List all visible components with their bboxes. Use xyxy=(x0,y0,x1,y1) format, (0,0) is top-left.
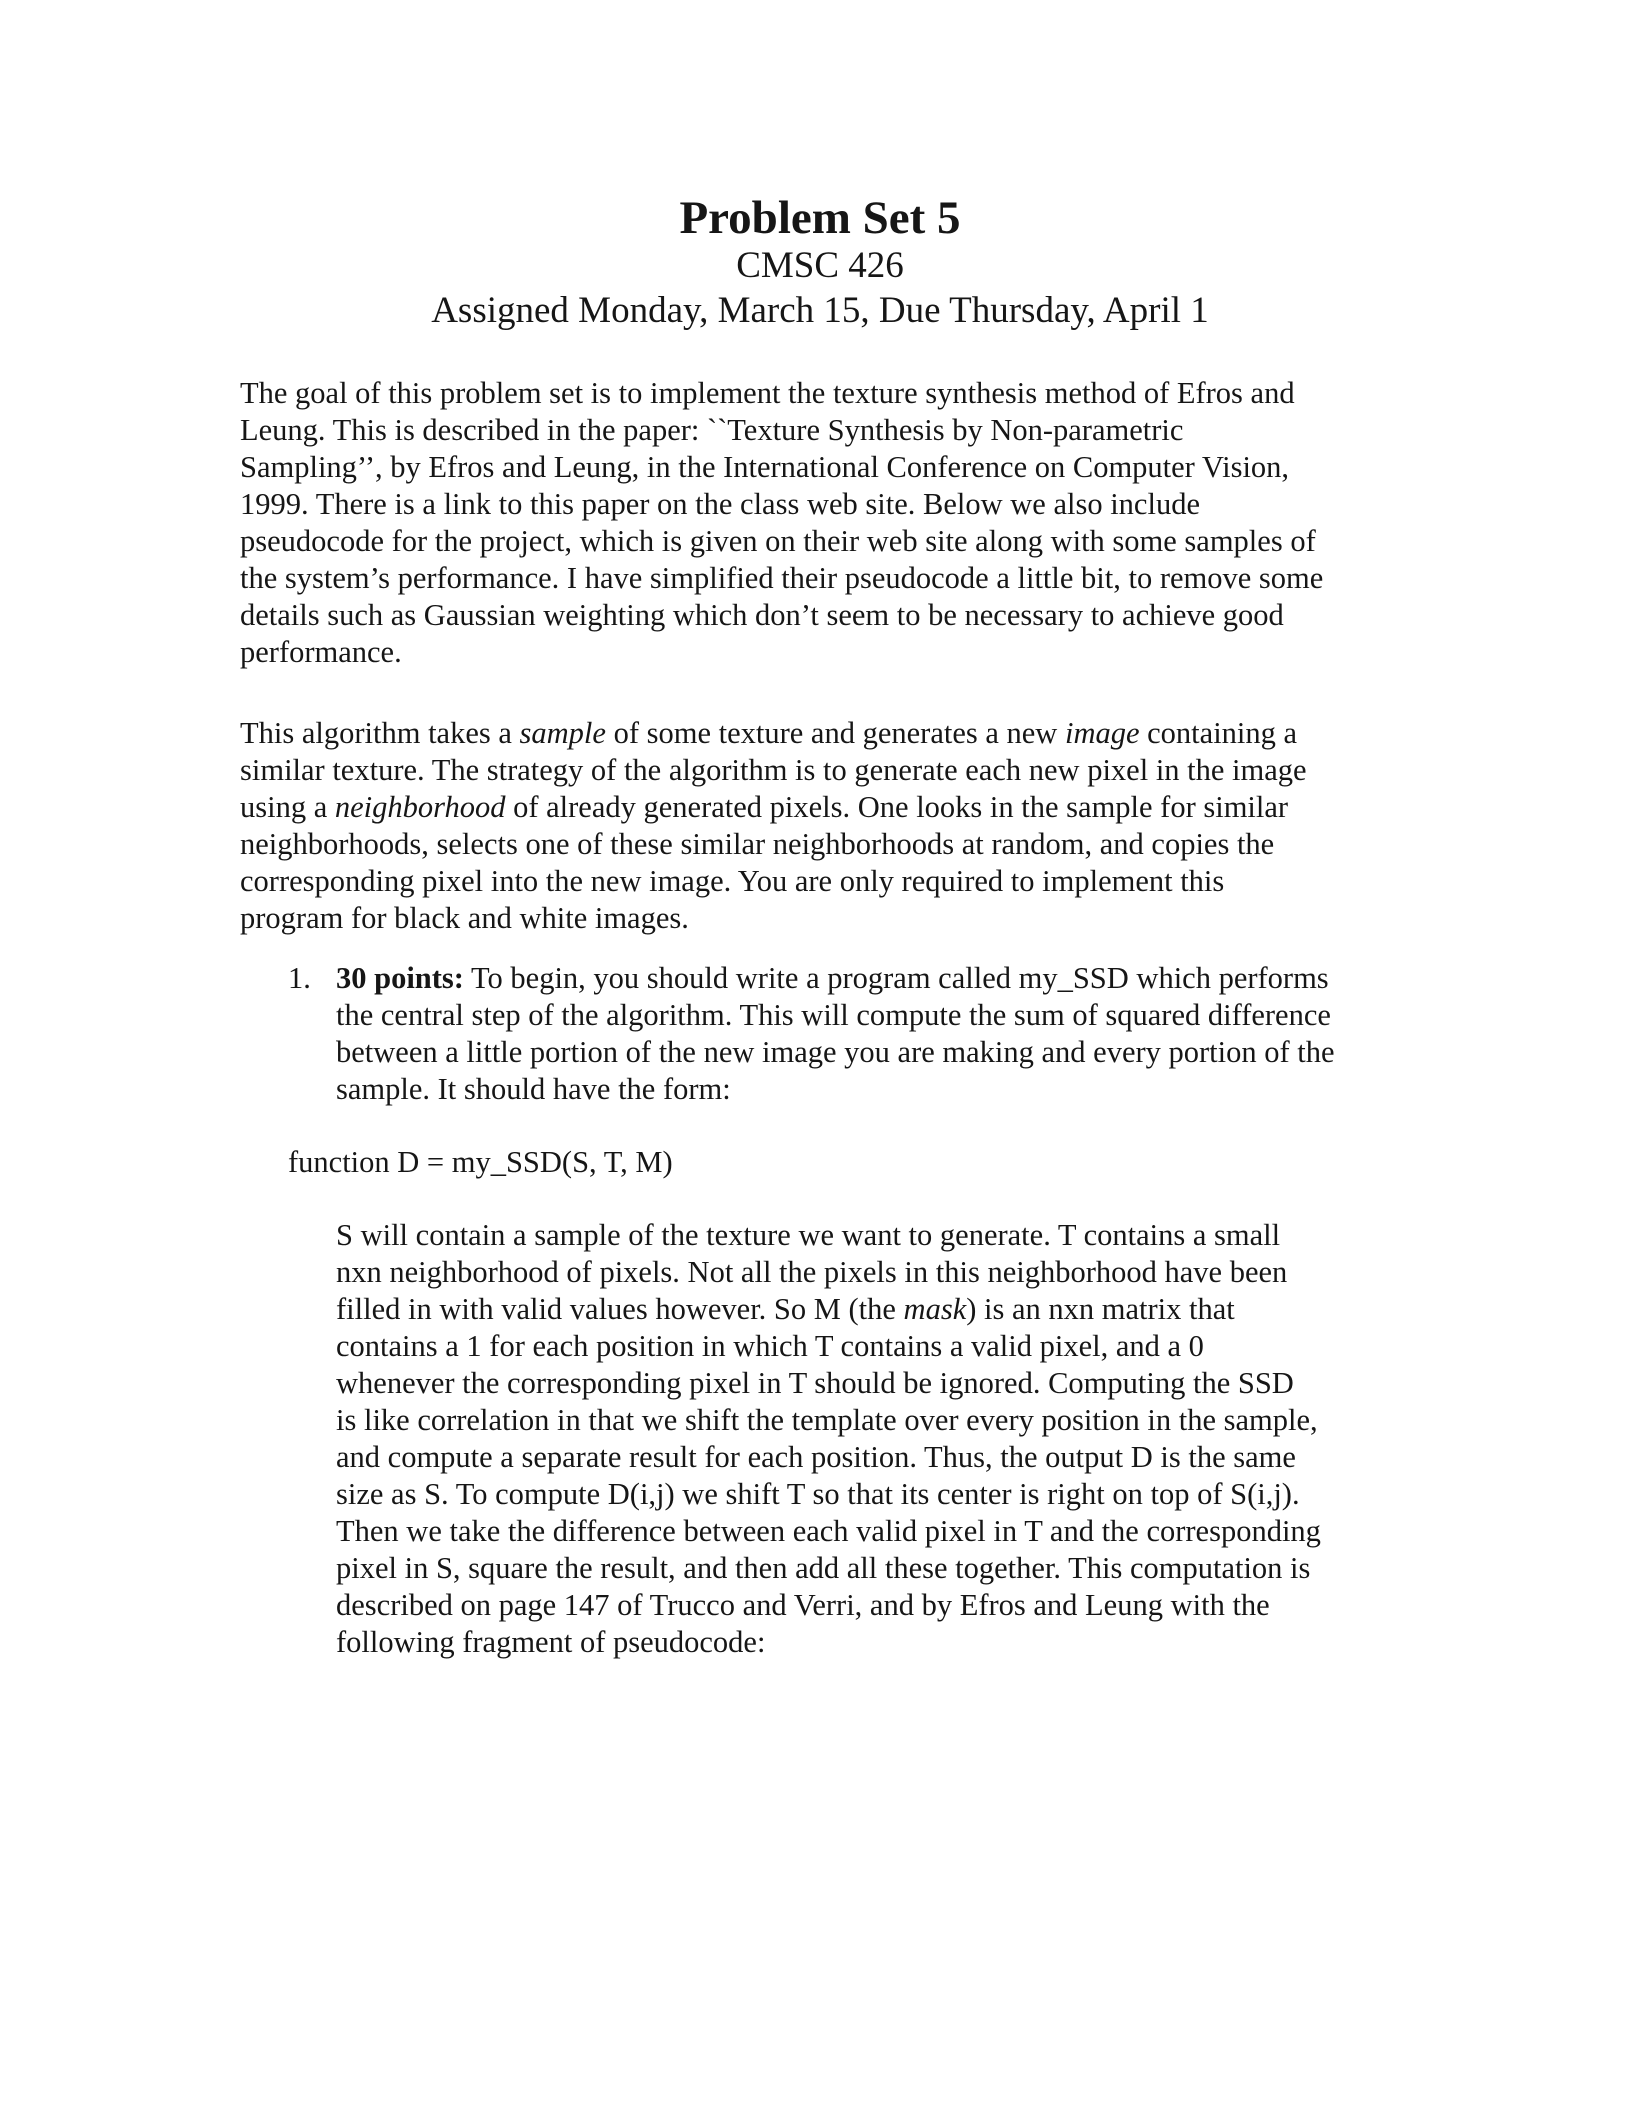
intro-paragraph xyxy=(240,375,1323,671)
description-line: following fragment of pseudocode: xyxy=(336,1625,766,1659)
problem-1-text xyxy=(336,960,1335,1108)
description-line: contains a 1 for each position in which T contains a valid pixel, and a 0 xyxy=(336,1329,1204,1363)
intro-line: details such as Gaussian weighting which don’t seem to be necessary to achieve good xyxy=(240,598,1284,632)
emphasis-sample: sample xyxy=(519,716,606,750)
intro-line: the system’s performance. I have simplified their pseudocode a little bit, to remove some xyxy=(240,561,1324,595)
points-heading: 30 points: xyxy=(336,961,464,995)
intro-line: The goal of this problem set is to implement the texture synthesis method of Efros and xyxy=(240,376,1295,410)
description-line xyxy=(336,1291,1321,1328)
problem-line: sample. It should have the form: xyxy=(336,1072,731,1106)
problem-line: the central step of the algorithm. This will compute the sum of squared difference xyxy=(336,998,1331,1032)
algorithm-line: neighborhoods, selects one of these similar neighborhoods at random, and copies the xyxy=(240,827,1275,861)
description-line: size as S. To compute D(i,j) we shift T so that its center is right on top of S(i,j). xyxy=(336,1477,1300,1511)
intro-line: Sampling’’, by Efros and Leung, in the International Conference on Computer Vision, xyxy=(240,450,1290,484)
algorithm-line: corresponding pixel into the new image. You are only required to implement this xyxy=(240,864,1225,898)
text-run: To begin, you should write a program called my_SSD which performs xyxy=(463,961,1329,995)
algorithm-line: similar texture. The strategy of the algorithm is to generate each new pixel in the image xyxy=(240,753,1307,787)
description-line: Then we take the difference between each valid pixel in T and the corresponding xyxy=(336,1514,1321,1548)
function-signature: function D = my_SSD(S, T, M) xyxy=(288,1145,673,1179)
description-line: described on page 147 of Trucco and Verri, and by Efros and Leung with the xyxy=(336,1588,1270,1622)
problem-line: between a little portion of the new image you are making and every portion of the xyxy=(336,1035,1335,1069)
description-line: whenever the corresponding pixel in T should be ignored. Computing the SSD xyxy=(336,1366,1294,1400)
description-line: and compute a separate result for each position. Thus, the output D is the same xyxy=(336,1440,1296,1474)
problem-line xyxy=(336,960,1335,997)
description-line: pixel in S, square the result, and then add all these together. This computation is xyxy=(336,1551,1311,1585)
document-title: Problem Set 5 xyxy=(679,192,961,244)
algorithm-line xyxy=(240,715,1307,752)
text-run: containing a xyxy=(1139,716,1298,750)
emphasis-mask: mask xyxy=(903,1292,967,1326)
text-run: ) is an nxn matrix that xyxy=(966,1292,1235,1326)
description-line: is like correlation in that we shift the template over every position in the sample, xyxy=(336,1403,1318,1437)
intro-line: performance. xyxy=(240,635,402,669)
algorithm-line xyxy=(240,789,1307,826)
list-number: 1. xyxy=(288,961,311,995)
text-run: using a xyxy=(240,790,335,824)
description-line: nxn neighborhood of pixels. Not all the pixels in this neighborhood have been xyxy=(336,1255,1288,1289)
assignment-dates: Assigned Monday, March 15, Due Thursday, April 1 xyxy=(431,290,1209,331)
emphasis-image: image xyxy=(1064,716,1140,750)
text-run: of some texture and generates a new xyxy=(605,716,1065,750)
algorithm-paragraph xyxy=(240,715,1307,937)
course-code: CMSC 426 xyxy=(736,245,904,286)
description-paragraph xyxy=(336,1217,1321,1661)
intro-line: pseudocode for the project, which is given on their web site along with some samples of xyxy=(240,524,1316,558)
algorithm-line: program for black and white images. xyxy=(240,901,689,935)
text-run: This algorithm takes a xyxy=(240,716,520,750)
text-run: of already generated pixels. One looks in the sample for similar xyxy=(505,790,1289,824)
intro-line: 1999. There is a link to this paper on the class web site. Below we also include xyxy=(240,487,1200,521)
emphasis-neighborhood: neighborhood xyxy=(334,790,506,824)
description-line: S will contain a sample of the texture we want to generate. T contains a small xyxy=(336,1218,1281,1252)
text-run: filled in with valid values however. So M (the xyxy=(336,1292,904,1326)
intro-line: Leung. This is described in the paper: ``Texture Synthesis by Non-parametric xyxy=(240,413,1184,447)
